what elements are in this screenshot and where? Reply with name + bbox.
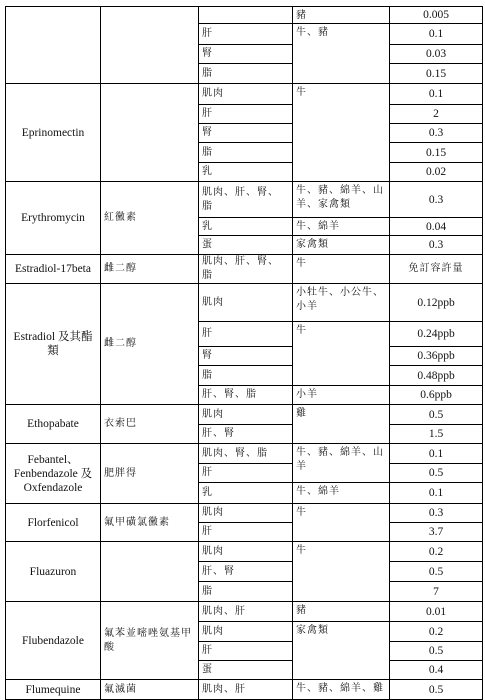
chinese-name-cell	[101, 542, 199, 602]
tissue-cell: 肌肉、肝	[199, 602, 293, 622]
chinese-name-cell: 紅黴素	[101, 182, 199, 255]
chinese-name-cell: 氟甲磺氯黴素	[101, 504, 199, 542]
chinese-name-cell: 雌二醇	[101, 284, 199, 405]
tissue-cell: 肌肉、腎、脂	[199, 444, 293, 464]
species-cell: 牛、豬、綿羊、山羊	[293, 444, 390, 483]
limit-value-cell: 0.04	[390, 218, 483, 236]
limit-value-cell: 免訂容許量	[390, 255, 483, 284]
limit-value-cell: 0.2	[390, 622, 483, 642]
limit-value-cell: 0.01	[390, 602, 483, 622]
tissue-cell: 腎	[199, 347, 293, 366]
limit-value-cell: 0.36ppb	[390, 347, 483, 366]
limit-value-cell: 3.7	[390, 523, 483, 542]
limit-value-cell: 0.2	[390, 542, 483, 562]
drug-name-cell	[6, 7, 101, 84]
species-cell: 牛	[293, 504, 390, 542]
drug-name-cell: Estradiol 及其酯類	[6, 284, 101, 405]
limit-value-cell: 0.3	[390, 124, 483, 143]
drug-name-cell: Flubendazole	[6, 602, 101, 680]
tissue-cell: 肝	[199, 105, 293, 124]
limit-value-cell: 0.3	[390, 236, 483, 255]
table-row	[6, 182, 483, 218]
species-cell: 家禽類	[293, 622, 390, 680]
limit-value-cell: 0.6ppb	[390, 386, 483, 405]
tissue-cell: 脂	[199, 582, 293, 602]
chinese-name-cell: 衣索巴	[101, 405, 199, 444]
chinese-name-cell: 雌二醇	[101, 255, 199, 284]
tissue-cell: 肌肉	[199, 542, 293, 562]
tissue-cell: 肝	[199, 464, 293, 483]
species-cell: 牛、豬	[293, 24, 390, 84]
limit-value-cell: 0.5	[390, 464, 483, 483]
limit-value-cell: 0.3	[390, 182, 483, 218]
table-row	[6, 680, 483, 700]
limit-value-cell: 0.24ppb	[390, 322, 483, 347]
tissue-cell: 肌肉、肝、腎、脂	[199, 182, 293, 218]
limit-value-cell: 0.12ppb	[390, 284, 483, 322]
tissue-cell: 乳	[199, 163, 293, 182]
table-row	[6, 255, 483, 284]
limit-value-cell: 0.1	[390, 24, 483, 45]
limit-value-cell: 0.02	[390, 163, 483, 182]
tissue-cell: 腎	[199, 45, 293, 64]
tissue-cell: 肌肉	[199, 504, 293, 523]
table-row	[6, 7, 483, 24]
drug-name-cell: Erythromycin	[6, 182, 101, 255]
limit-value-cell: 0.1	[390, 444, 483, 464]
drug-name-cell: Fluazuron	[6, 542, 101, 602]
tissue-cell: 肝	[199, 24, 293, 45]
species-cell: 牛、豬、綿羊、雞	[293, 680, 390, 700]
tissue-cell: 肌肉	[199, 284, 293, 322]
table-row	[6, 602, 483, 622]
chinese-name-cell	[101, 84, 199, 182]
tissue-cell	[199, 7, 293, 24]
species-cell: 牛	[293, 542, 390, 602]
species-cell: 牛	[293, 322, 390, 386]
tissue-cell: 肝	[199, 322, 293, 347]
species-cell: 豬	[293, 7, 390, 24]
tissue-cell: 肝	[199, 642, 293, 661]
tissue-cell: 肌肉	[199, 622, 293, 642]
table-row	[6, 444, 483, 464]
tissue-cell: 乳	[199, 218, 293, 236]
tissue-cell: 脂	[199, 64, 293, 84]
species-cell: 家禽類	[293, 236, 390, 255]
limit-value-cell: 0.15	[390, 64, 483, 84]
chinese-name-cell	[101, 7, 199, 84]
drug-name-cell: Flumequine	[6, 680, 101, 700]
tissue-cell: 腎	[199, 124, 293, 143]
drug-name-cell: Febantel、Fenbendazole 及Oxfendazole	[6, 444, 101, 504]
tissue-cell: 肌肉	[199, 84, 293, 105]
tissue-cell: 肌肉、肝	[199, 680, 293, 700]
species-cell: 牛、綿羊	[293, 218, 390, 236]
table-row	[6, 284, 483, 322]
limit-value-cell: 0.5	[390, 642, 483, 661]
limit-value-cell: 0.4	[390, 661, 483, 680]
tissue-cell: 脂	[199, 366, 293, 386]
drug-name-cell: Florfenicol	[6, 504, 101, 542]
species-cell: 小羊	[293, 386, 390, 405]
limit-value-cell: 0.5	[390, 405, 483, 425]
limit-value-cell: 0.5	[390, 680, 483, 700]
limit-value-cell: 0.48ppb	[390, 366, 483, 386]
chinese-name-cell: 氟滅菌	[101, 680, 199, 700]
tissue-cell: 肝	[199, 523, 293, 542]
tissue-cell: 乳	[199, 483, 293, 504]
residue-limit-table	[5, 6, 483, 700]
chinese-name-cell: 氟苯並嘧唑氨基甲酸	[101, 602, 199, 680]
limit-value-cell: 1.5	[390, 425, 483, 444]
species-cell: 小牡牛、小公牛、小羊	[293, 284, 390, 322]
drug-name-cell: Estradiol-17beta	[6, 255, 101, 284]
tissue-cell: 肝、腎、脂	[199, 386, 293, 405]
drug-name-cell: Eprinomectin	[6, 84, 101, 182]
limit-value-cell: 2	[390, 105, 483, 124]
limit-value-cell: 7	[390, 582, 483, 602]
species-cell: 牛	[293, 255, 390, 284]
species-cell: 牛	[293, 84, 390, 182]
tissue-cell: 脂	[199, 143, 293, 163]
limit-value-cell: 0.5	[390, 562, 483, 582]
limit-value-cell: 0.1	[390, 84, 483, 105]
tissue-cell: 肌肉	[199, 405, 293, 425]
table-row	[6, 504, 483, 523]
species-cell: 牛、綿羊	[293, 483, 390, 504]
limit-value-cell: 0.15	[390, 143, 483, 163]
table-row	[6, 84, 483, 105]
tissue-cell: 肌肉、肝、腎、脂	[199, 255, 293, 284]
species-cell: 牛、豬、綿羊、山羊、家禽類	[293, 182, 390, 218]
limit-value-cell: 0.03	[390, 45, 483, 64]
chinese-name-cell: 肥胖得	[101, 444, 199, 504]
tissue-cell: 肝、腎	[199, 562, 293, 582]
tissue-cell: 蛋	[199, 236, 293, 255]
drug-name-cell: Ethopabate	[6, 405, 101, 444]
tissue-cell: 肝、腎	[199, 425, 293, 444]
species-cell: 豬	[293, 602, 390, 622]
table-row	[6, 405, 483, 425]
table-row	[6, 542, 483, 562]
limit-value-cell: 0.3	[390, 504, 483, 523]
species-cell: 雞	[293, 405, 390, 444]
limit-value-cell: 0.005	[390, 7, 483, 24]
tissue-cell: 蛋	[199, 661, 293, 680]
limit-value-cell: 0.1	[390, 483, 483, 504]
